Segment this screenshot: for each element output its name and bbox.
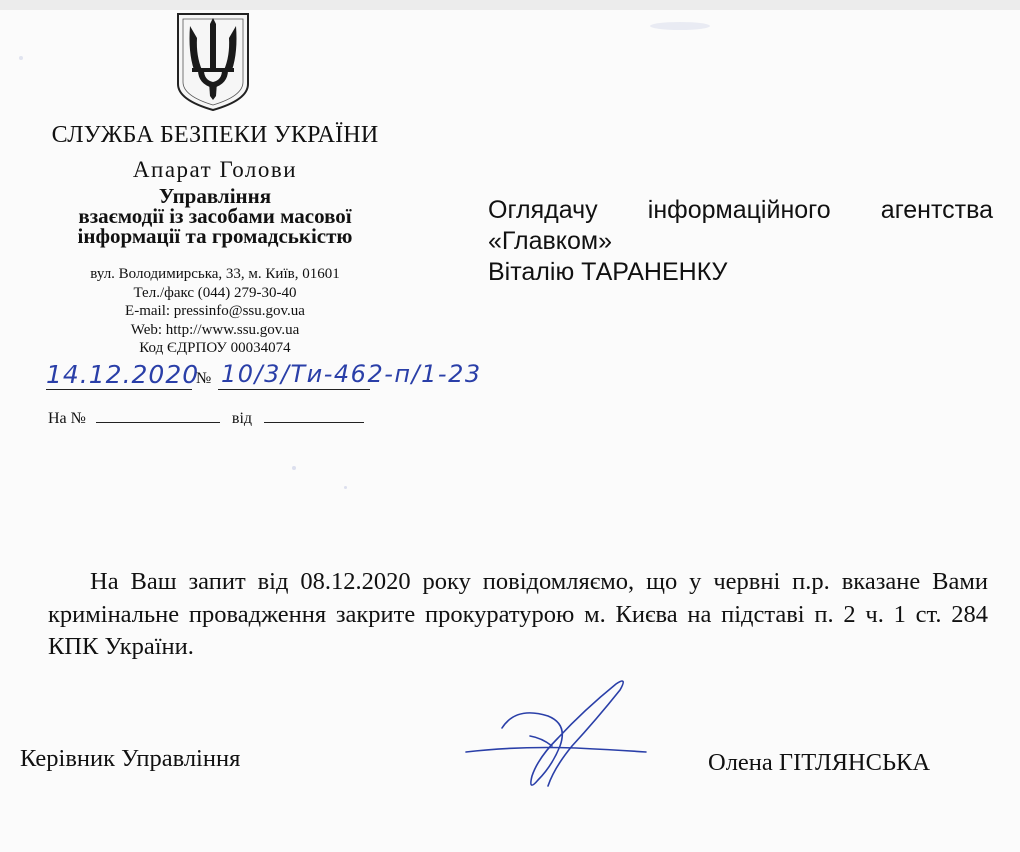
scan-speck [292,466,296,470]
scan-speck [650,22,710,30]
addressee-block [488,195,993,288]
number-mark: № [196,370,212,387]
addressee-position: Оглядачу інформаційного агентства [488,196,993,224]
addressee-name: Віталію ТАРАНЕНКУ [488,258,728,286]
department-line: взаємодії із засобами масової [78,204,352,228]
reference-line [48,408,364,428]
trident-emblem-icon [176,12,250,112]
phone-line: Тел./факс (044) 279-30-40 [133,284,297,301]
reference-date-label: від [231,410,253,427]
organization-name: СЛУЖБА БЕЗПЕКИ УКРАЇНИ [51,122,379,148]
department-line: інформації та громадськістю [77,224,353,248]
registration-line [46,360,482,392]
department-name [30,186,400,246]
scan-speck [344,486,347,489]
edrpou-code-line: Код ЄДРПОУ 00034074 [139,340,291,357]
signatory-name: Олена ГІТЛЯНСЬКА [708,749,931,776]
department-line: Управління [158,184,272,208]
reference-number-blank [96,408,220,423]
letter-body [48,566,988,664]
web-line: Web: http://www.ssu.gov.ua [130,321,300,338]
organization-subdivision: Апарат Голови [132,157,298,182]
date-underline [46,389,192,390]
addressee-organization: «Главком» [488,227,613,255]
email-line: E-mail: pressinfo@ssu.gov.ua [125,303,305,320]
address-line: вул. Володимирська, 33, м. Київ, 01601 [90,266,340,282]
handwritten-outgoing-number: 10/3/Ти-462-п/1-23 [221,360,482,388]
handwritten-date: 14.12.2020 [46,360,200,389]
reference-number-label: На № [48,410,86,427]
handwritten-signature [456,676,652,796]
scan-edge [0,0,1020,10]
signatory-title: Керівник Управління [20,745,241,772]
contact-details [30,265,400,358]
body-paragraph: На Ваш запит від 08.12.2020 року повідомляємо, що у червні п.р. вказане Вами кримінальне провадження закрите прокуратурою м. Києва на підставі п. 2 ч. 1 ст. 284 КПК України. [48,568,988,660]
reference-date-blank [264,408,364,423]
scan-speck [19,56,23,60]
number-underline [218,389,370,390]
